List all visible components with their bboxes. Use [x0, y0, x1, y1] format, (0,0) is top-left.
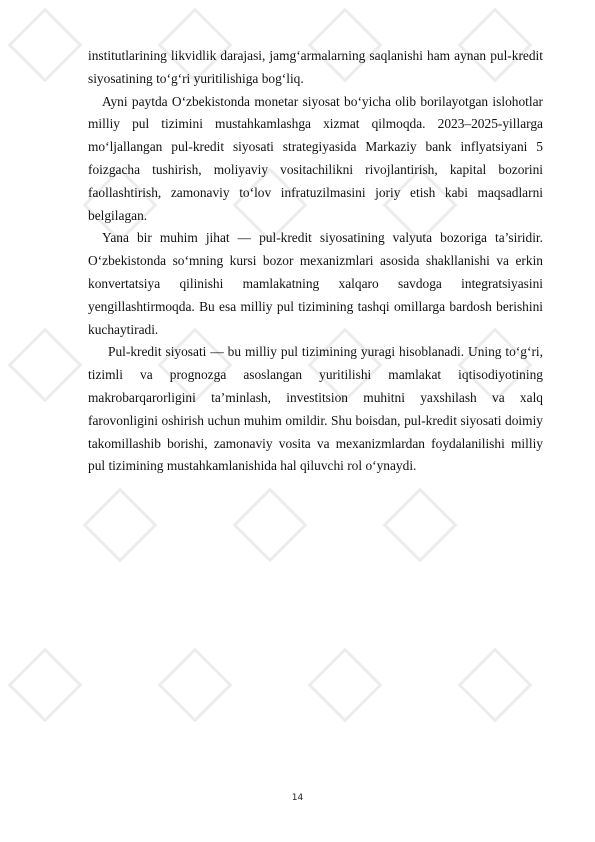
paragraph-conclusion: Pul-kredit siyosati — bu milliy pul tizimining yuragi hisoblanadi. Uning to‘g‘ri, tizimli va prognozga asoslangan yuritilishi mamlakat iqtisodiyotining makrobarqarorligini ta’minlash, investitsion muhitni yaxshilash va xalq farovonligini oshirish uchun muhim omildir. Shu boisdan, pul-kredit siyosati doimiy takomillashib borishi, zamonaviy vosita va mexanizmlardan foydalanilishi milliy pul tizimining mustahkamlanishida hal qiluvchi rol o‘ynaydi.	[88, 344, 543, 474]
page-number: 14	[291, 793, 304, 803]
paragraph-currency-market: Yana bir muhim jihat — pul-kredit siyosatining valyuta bozoriga ta’siridir. O‘zbekistonda so‘mning kursi bozor mexanizmlari asosida shakllanishi va erkin konvertatsiya qilinishi mamlakatning xalqaro savdoga integratsiyasini yengillashtirmoqda. Bu esa milliy pul tizimining tashqi omillarga bardosh berishini kuchaytiradi.	[88, 230, 543, 337]
paragraph-continuation: institutlarining likvidlik darajasi, jamg‘armalarning saqlanishi ham aynan pul-kredit siyosatining to‘g‘ri yuritilishiga bog‘liq.	[88, 48, 543, 86]
document-body	[88, 45, 543, 478]
paragraph-monetary-reforms: Ayni paytda O‘zbekistonda monetar siyosat bo‘yicha olib borilayotgan islohotlar milliy pul tizimini mustahkamlashga xizmat qilmoqda. 2023–2025-yillarga mo‘ljallangan pul-kredit siyosati strategiyasida Markaziy bank inflyatsiyani 5 foizgacha tushirish, moliyaviy vositachilikni rivojlantirish, kapital bozorini faollashtirish, zamonaviy to‘lov infratuzilmasini joriy etish kabi maqsadlarni belgilagan.	[88, 93, 543, 223]
